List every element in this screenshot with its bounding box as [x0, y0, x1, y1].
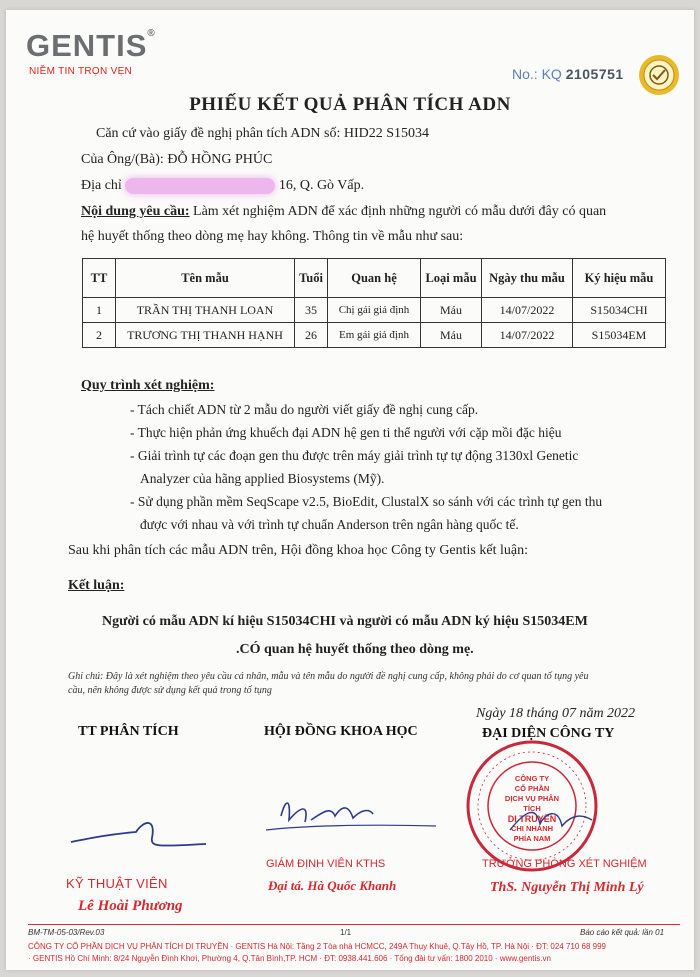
representative-signature: [506, 800, 596, 840]
company-representative-title: ĐẠI DIỆN CÔNG TY: [482, 726, 615, 741]
technician-signature: [66, 810, 216, 860]
stamp-line: DỊCH VỤ PHÂN TÍCH: [504, 794, 560, 813]
technician-name: Lê Hoài Phương: [78, 898, 183, 914]
col-header-date: Ngày thu mẫu: [482, 259, 573, 298]
address-redaction: [125, 178, 275, 194]
cell-relation: Chị gái giả định: [328, 298, 421, 323]
owner-name: ĐỖ HỒNG PHÚC: [167, 152, 273, 167]
list-item: được với nhau và với trình tự chuẩn Anderson trên ngân hàng quốc tế.: [140, 517, 519, 532]
issue-date: Ngày 18 tháng 07 năm 2022: [476, 706, 636, 721]
col-header-code: Ký hiệu mẫu: [573, 259, 666, 298]
conclusion-line-1: Người có mẫu ADN kí hiệu S15034CHI và người có mẫu ADN ký hiệu S15034EM: [102, 614, 588, 629]
technician-title: KỸ THUẬT VIÊN: [66, 876, 168, 891]
conclusion-heading: Kết luận:: [68, 578, 125, 593]
certification-seal-icon: [638, 54, 680, 96]
stamp-line: DI TRUYỀN: [507, 814, 557, 824]
footer-divider: [28, 924, 680, 925]
address-line: Địa chỉ 16, Q. Gò Vấp.: [81, 178, 365, 194]
table-header-row: [83, 259, 666, 298]
cell-relation: Em gái giả định: [328, 323, 421, 348]
list-item: - Sử dụng phần mềm SeqScape v2.5, BioEdit, ClustalX so sánh với các trình tự gen thu: [130, 494, 603, 509]
cell-sample-type: Máu: [421, 298, 482, 323]
note-line: Ghi chú: Đây là xét nghiệm theo yêu cầu cá nhân, mẫu và tên mẫu do người đề nghị cung cấp, không phải do cơ quan tố tụng yêu: [68, 671, 589, 682]
list-item: - Giải trình tự các đoạn gen thu được trên máy giải trình tự tự động 3130xl Genetic: [130, 448, 579, 463]
footer-address-2: · GENTIS Hồ Chí Minh: 8/24 Nguyễn Đình Khơi, Phường 4, Q.Tân Bình,TP. HCM · ĐT: 0938.441.606 · Tổng đài tư vấn: 1800 2010 · www.gentis.vn: [28, 954, 551, 963]
inspector-title: GIÁM ĐỊNH VIÊN KTHS: [266, 858, 386, 870]
col-header-sample-type: Loại mẫu: [421, 259, 482, 298]
table-row: [83, 323, 666, 348]
table-row: [83, 298, 666, 323]
cell-sample-type: Máu: [421, 323, 482, 348]
cell-date: 14/07/2022: [482, 298, 573, 323]
logo-tagline: NIỀM TIN TRỌN VẸN: [29, 66, 133, 77]
col-header-name: Tên mẫu: [116, 259, 295, 298]
procedure-heading: Quy trình xét nghiệm:: [81, 378, 215, 393]
conclusion-line-2: .CÓ quan hệ huyết thống theo dòng mẹ.: [236, 642, 474, 657]
inspector-signature: [261, 786, 441, 846]
stamp-line: CỔ PHẦN: [514, 784, 550, 793]
cell-tt: 1: [83, 298, 116, 323]
col-header-relation: Quan hệ: [328, 259, 421, 298]
list-item: Analyzer của hãng applied Biosystems (Mỹ).: [140, 471, 385, 486]
procedure-list: [130, 398, 670, 536]
sample-table: [82, 258, 666, 348]
lab-head-name: ThS. Nguyễn Thị Minh Lý: [490, 880, 644, 895]
result-number: No.: KQ 2105751: [512, 66, 624, 82]
cell-code: S15034EM: [573, 323, 666, 348]
content-line-1: Nội dung yêu cầu: Làm xét nghiệm ADN để xác định những người có mẫu dưới đây có quan: [81, 204, 607, 219]
cell-name: TRẦN THỊ THANH LOAN: [116, 298, 295, 323]
note: [68, 670, 682, 698]
cell-tt: 2: [83, 323, 116, 348]
cell-age: 35: [295, 298, 328, 323]
cell-name: TRƯƠNG THỊ THANH HẠNH: [116, 323, 295, 348]
cell-date: 14/07/2022: [482, 323, 573, 348]
lab-head-title: TRƯỞNG PHÒNG XÉT NGHIỆM: [482, 858, 647, 870]
science-council-title: HỘI ĐỒNG KHOA HỌC: [264, 724, 418, 739]
list-item: - Thực hiện phản ứng khuếch đại ADN hệ gen ti thể người với cặp mồi đặc hiệu: [130, 425, 562, 440]
document-page: [6, 10, 694, 970]
col-header-age: Tuổi: [295, 259, 328, 298]
cell-code: S15034CHI: [573, 298, 666, 323]
company-logo: GENTIS®: [26, 28, 156, 63]
form-code: BM-TM-05-03/Rev.03: [28, 928, 105, 937]
request-line: Căn cứ vào giấy đề nghị phân tích ADN số: HID22 S15034: [96, 126, 430, 141]
stamp-line: PHÍA NAM: [513, 834, 551, 843]
page-number: 1/1: [340, 928, 352, 937]
cell-age: 26: [295, 323, 328, 348]
footer-address-1: CÔNG TY CỔ PHẦN DỊCH VỤ PHÂN TÍCH DI TRUYỀN · GENTIS Hà Nội: Tầng 2 Tòa nhà HCMCC, 249A Thụy Khuê, Q.Tây Hồ, TP. Hà Nội · ĐT: 024 710 68 999: [28, 942, 606, 951]
stamp-line: CÔNG TY: [514, 774, 550, 783]
list-item: - Tách chiết ADN từ 2 mẫu do người viết giấy đề nghị cung cấp.: [130, 402, 479, 417]
content-line-2: hệ huyết thống theo dòng mẹ hay không. Thông tin về mẫu như sau:: [81, 229, 464, 244]
page-title: PHIẾU KẾT QUẢ PHÂN TÍCH ADN: [189, 94, 511, 115]
col-header-tt: TT: [83, 259, 116, 298]
stamp-line: CHI NHÁNH: [510, 824, 554, 833]
after-analysis-text: Sau khi phân tích các mẫu ADN trên, Hội đồng khoa học Công ty Gentis kết luận:: [68, 543, 528, 558]
copy-note: Báo cáo kết quả: lần 01: [580, 928, 665, 937]
analysis-unit-title: TT PHÂN TÍCH: [78, 724, 179, 739]
inspector-name: Đại tá. Hà Quốc Khanh: [268, 878, 397, 893]
note-line: cầu, nên không được sử dụng kết quả trong tố tụng: [68, 685, 272, 696]
owner-line: Của Ông/(Bà): ĐỖ HỒNG PHÚC: [81, 152, 273, 167]
